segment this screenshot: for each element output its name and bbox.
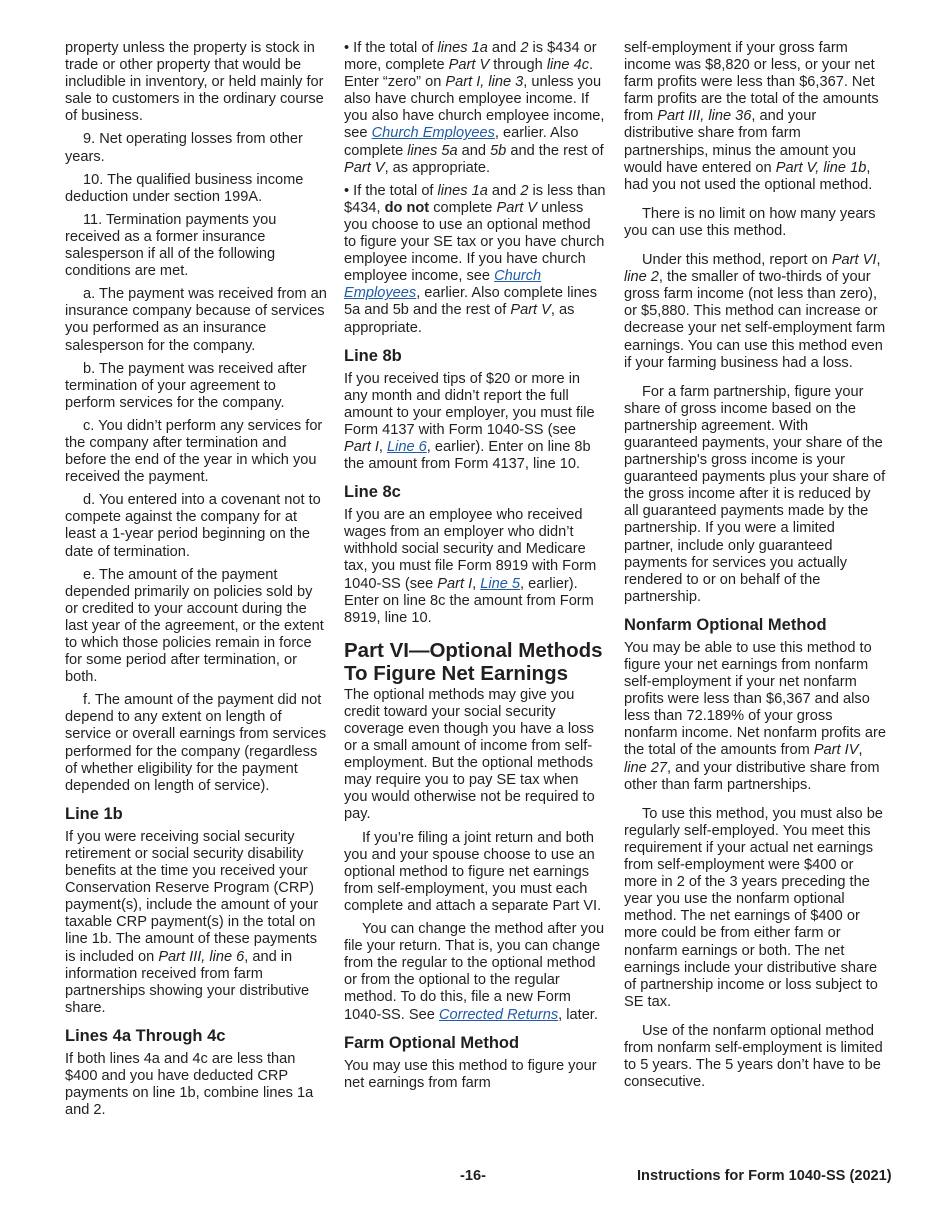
text: You can change the method after you file your return. That is, you can change from the regular to the optional method or from the optional to the regular method. To do this, file a new Form 1040-SS. See (344, 921, 605, 1023)
text-italic: 5b (490, 142, 507, 159)
text-italic: Part III, line 6 (158, 948, 245, 965)
text-italic: lines 1a (437, 182, 488, 199)
bullet-item (344, 40, 606, 177)
paragraph: c. You didn’t perform any services for the company after termination and before the end of the year in which you received the payment. (65, 417, 323, 486)
text: and (487, 182, 521, 199)
text-italic: Part VI (831, 252, 877, 269)
text: . Enter “zero” on (344, 57, 594, 91)
text-italic: line 4c (546, 57, 589, 74)
text: self-employment if your gross farm income was $8,820 or less, or your net farm profits were less than $6,367. Net farm profits are the total of the amounts from (624, 40, 879, 125)
paragraph (624, 640, 886, 794)
text: , (858, 742, 863, 759)
heading-farm-optional-method: Farm Optional Method (344, 1033, 520, 1052)
text: , earlier). Enter on line 8c the amount from Form 8919, line 10. (344, 575, 594, 626)
text: is $434 or more, complete (344, 40, 597, 74)
text-italic: Part V (510, 302, 551, 319)
paragraph: b. The payment was received after termination of your agreement to perform services for the company. (65, 360, 307, 411)
text-italic: Part V (448, 57, 490, 74)
paragraph: f. The amount of the payment did not depend to any extent on length of service or overall earnings from services performed for the company (regardless of whether eligibility for the payment depended on length of service). (65, 692, 327, 794)
paragraph: The optional methods may give you credit toward your social security coverage even though you have a loss or a small amount of income from self-employment. But the optional methods may require you to pay SE tax when you would otherwise not be required to pay. (344, 686, 595, 823)
text: You may be able to use this method to figure your net earnings from nonfarm self-employment if your net nonfarm profits were less than $6,367 and also less than 72.189% of your gross nonfarm income. Net nonfarm profits are the total of the amounts from (624, 639, 886, 759)
heading-line-8c: Line 8c (344, 483, 401, 502)
column-right (624, 40, 886, 1097)
paragraph: You may use this method to figure your net earnings from farm (344, 1057, 597, 1091)
link-line-5[interactable]: Line 5 (480, 575, 521, 592)
text: , (472, 575, 481, 592)
heading-part-vi: Part VI—Optional Methods To Figure Net Earnings (344, 638, 603, 685)
text: If you are an employee who received wages from an employer who didn’t withhold social security and Medicare tax, you must file Form 8919 with Form 1040-SS (see (344, 507, 597, 592)
text: , as appropriate. (384, 159, 491, 176)
bullet-icon: • (344, 182, 350, 199)
column-middle (344, 40, 606, 1098)
heading-line-8b: Line 8b (344, 346, 402, 365)
text-italic: Part V (344, 159, 385, 176)
text: , as appropriate. (344, 302, 575, 336)
bullet-item (344, 183, 606, 337)
text: If you received tips of $20 or more in any month and didn’t report the full amount to your employer, you must file Form 4137 with Form 1040-SS (see (344, 370, 595, 438)
text: If the total of (353, 40, 438, 56)
paragraph: If you’re filing a joint return and both you and your spouse choose to use an optional method to figure net earnings from self-employment, you must each complete and attach a separate Part VI. (344, 829, 602, 914)
text: complete (429, 199, 497, 216)
text: and (457, 142, 491, 159)
text: , earlier). Enter on line 8b the amount from Form 4137, line 10. (344, 438, 591, 473)
text-italic: Part I (437, 575, 473, 592)
paragraph: d. You entered into a covenant not to compete against the company for at least a 1-year period beginning on the date of termination. (65, 492, 321, 560)
paragraph (344, 507, 606, 627)
text-italic: Part V, line 1b (775, 159, 867, 176)
text: unless you choose to use an optional method to figure your SE tax or you have church employee income. If you have church employee income, see (344, 199, 605, 285)
text-italic: lines 5a (407, 142, 458, 159)
paragraph: Use of the nonfarm optional method from nonfarm self-employment is limited to 5 years. The 5 years don’t have to be consecutive. (624, 1022, 883, 1091)
link-corrected-returns[interactable]: Corrected Returns (438, 1006, 559, 1023)
text: Under this method, report on (642, 252, 832, 269)
text: If you were receiving social security retirement or social security disability benefits at the time you received your Conservation Reserve Program (CRP) payment(s), include the amount of your taxable CRP payment(s) in the total on line 1b. The amount of these payments is included on (65, 828, 319, 965)
text-italic: Part IV (813, 742, 859, 759)
column-left (65, 40, 327, 1125)
text: If the total of (353, 182, 438, 199)
link-church-employees[interactable]: Church Employees (371, 125, 495, 142)
paragraph: If both lines 4a and 4c are less than $400 and you have deducted CRP payments on line 1b, combine lines 1a and 2. (65, 1050, 314, 1119)
text: , (876, 252, 881, 269)
link-line-6[interactable]: Line 6 (386, 438, 427, 455)
text-italic: lines 1a (437, 40, 488, 56)
text-italic: line 27 (624, 759, 668, 776)
text: , earlier. Also complete (344, 125, 579, 159)
heading-lines-4a-4c: Lines 4a Through 4c (65, 1026, 226, 1045)
text: , unless you also have church employee income. If you also have church employee income, see (344, 74, 605, 142)
paragraph (624, 252, 886, 372)
text: , earlier. Also complete lines 5a and 5b and the rest of (344, 285, 598, 319)
text-bold: do not (384, 199, 430, 216)
form-title-footer: Instructions for Form 1040-SS (2021) (637, 1168, 892, 1184)
text-italic: 2 (520, 182, 529, 199)
text-italic: Part III, line 36 (657, 108, 752, 125)
paragraph: There is no limit on how many years you can use this method. (624, 205, 876, 239)
text-italic: Part I, line 3 (445, 74, 524, 91)
paragraph (344, 921, 606, 1024)
text: and (487, 40, 521, 56)
bullet-icon: • (344, 40, 350, 56)
paragraph (624, 40, 886, 194)
link-church-employees[interactable]: Church Employees (344, 268, 542, 302)
heading-line-1b: Line 1b (65, 804, 123, 823)
page-number: -16- (460, 1168, 486, 1184)
paragraph: e. The amount of the payment depended primarily on policies sold by or credited to your account during the last year of the agreement, or the extent to which those policies remain in force for some period after termination, or both. (65, 566, 324, 686)
paragraph: 10. The qualified business income deduction under section 199A. (65, 171, 304, 205)
text: through (489, 57, 547, 74)
text: , and your distributive share from farm partnerships, minus the amount you would have entered on (624, 108, 857, 176)
paragraph: a. The payment was received from an insurance company because of services you performed as an insurance salesperson for the company. (65, 286, 327, 354)
text: and the rest of (506, 142, 604, 159)
paragraph: property unless the property is stock in trade or other property that would be includible in inventory, or held mainly for sale to customers in the ordinary course of business. (65, 40, 324, 125)
text-italic: Part I (344, 438, 379, 455)
text: , and in information received from farm partnerships showing your distributive share. (65, 948, 310, 1016)
paragraph: To use this method, you must also be regularly self-employed. You meet this requirement if your actual net earnings from self-employment were $400 or more in 2 of the 3 years preceding the year you use the nonfarm optional method. The net earnings of $400 or more could be from either farm or nonfarm earnings or both. The net earnings include your distributive share of partnership income or loss subject to SE tax. (624, 805, 883, 1010)
text: , the smaller of two-thirds of your gross farm income (not less than zero), or $5,880. This method can increase or decrease your net self-employment farm earnings. You can use this method even if your farming business had a loss. (624, 269, 886, 371)
text: , and your distributive share from other than farm partnerships. (624, 759, 880, 793)
paragraph: 11. Termination payments you received as a former insurance salesperson if all of the following conditions are met. (65, 211, 277, 280)
paragraph (65, 829, 327, 1017)
text-italic: Part V (496, 199, 538, 216)
text: is less than $434, (344, 182, 606, 216)
text: , had you not used the optional method. (624, 159, 873, 193)
heading-nonfarm-optional-method: Nonfarm Optional Method (624, 615, 827, 634)
text-italic: line 2 (624, 269, 659, 286)
paragraph: For a farm partnership, figure your share of gross income based on the partnership agreement. With guaranteed payments, your share of the partnership's gross income is your guaranteed payments plus your share of the gross income after it is reduced by all guaranteed payments made by the partnership. If you were a limited partner, include only guaranteed payments for services you actually rendered to or on behalf of the partnership. (624, 383, 886, 605)
text-italic: 2 (520, 40, 529, 56)
text: , (378, 438, 387, 455)
text: , later. (558, 1006, 598, 1023)
paragraph: 9. Net operating losses from other years. (65, 131, 303, 165)
paragraph (344, 371, 606, 474)
